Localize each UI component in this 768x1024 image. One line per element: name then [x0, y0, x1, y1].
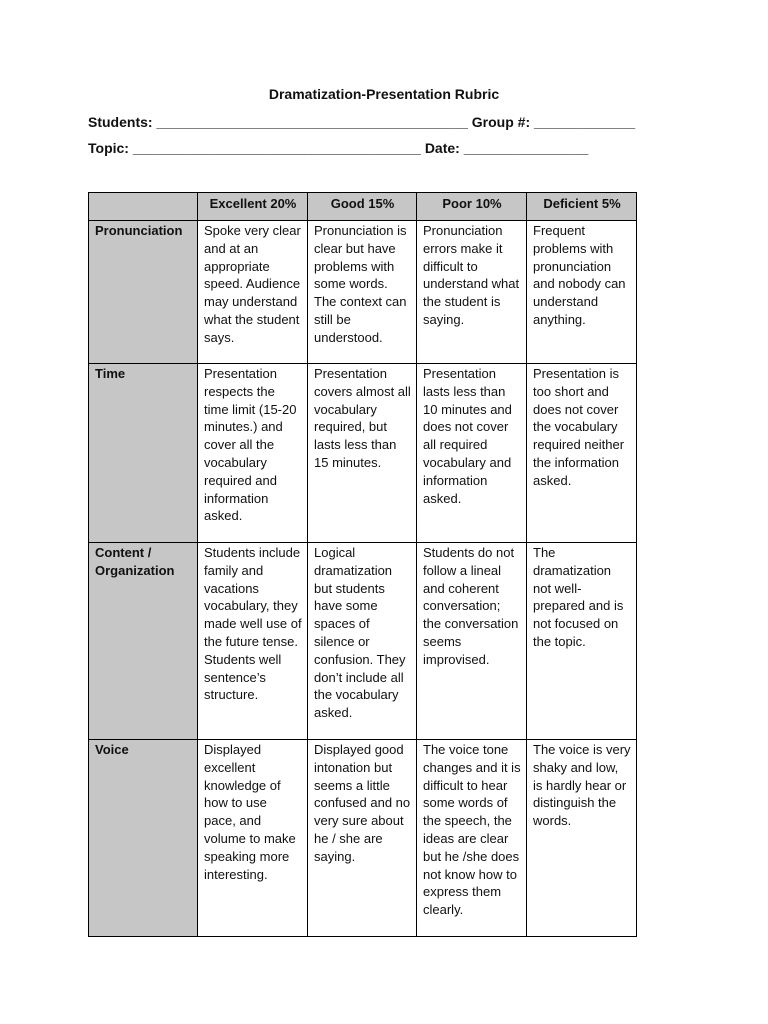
table-row: [89, 740, 637, 937]
table-cell: The voice tone changes and it is difficult to hear some words of the speech, the ideas are clear but he /she does not know how to express them clearly.: [417, 740, 527, 937]
table-row: [89, 221, 637, 364]
table-cell: Frequent problems with pronunciation and nobody can understand anything.: [527, 221, 637, 364]
rubric-table: [88, 192, 637, 937]
row-label-time: Time: [89, 364, 198, 543]
topic-date-line: Topic: _____________________________________ Date: ________________: [88, 140, 589, 156]
table-cell: The dramatization not well-prepared and is not focused on the topic.: [527, 543, 637, 740]
table-cell: Logical dramatization but students have some spaces of silence or confusion. They don’t include all the vocabulary asked.: [308, 543, 417, 740]
table-cell: Displayed good intonation but seems a little confused and no very sure about he / she are saying.: [308, 740, 417, 937]
table-cell: Presentation covers almost all vocabulary required, but lasts less than 15 minutes.: [308, 364, 417, 543]
students-group-line: Students: ________________________________________ Group #: _____________: [88, 114, 636, 130]
row-label-pronunciation: Pronunciation: [89, 221, 198, 364]
header-deficient: Deficient 5%: [527, 193, 637, 221]
header-corner: [89, 193, 198, 221]
table-cell: Students do not follow a lineal and coherent conversation; the conversation seems improvised.: [417, 543, 527, 740]
table-cell: Spoke very clear and at an appropriate speed. Audience may understand what the student says.: [198, 221, 308, 364]
table-row: [89, 364, 637, 543]
table-cell: Students include family and vacations vocabulary, they made well use of the future tense. Students well sentence’s structure.: [198, 543, 308, 740]
table-cell: Displayed excellent knowledge of how to use pace, and volume to make speaking more interesting.: [198, 740, 308, 937]
document-title: Dramatization-Presentation Rubric: [268, 86, 500, 102]
table-cell: Presentation lasts less than 10 minutes and does not cover all required vocabulary and information asked.: [417, 364, 527, 543]
table-cell: Presentation respects the time limit (15-20 minutes.) and cover all the vocabulary required and information asked.: [198, 364, 308, 543]
table-row: [89, 543, 637, 740]
header-poor: Poor 10%: [417, 193, 527, 221]
table-cell: Presentation is too short and does not cover the vocabulary required neither the information asked.: [527, 364, 637, 543]
header-row: [89, 193, 637, 221]
header-excellent: Excellent 20%: [198, 193, 308, 221]
table-cell: Pronunciation is clear but have problems with some words. The context can still be understood.: [308, 221, 417, 364]
table-cell: The voice is very shaky and low, is hardly hear or distinguish the words.: [527, 740, 637, 937]
row-label-content-organization: Content / Organization: [89, 543, 198, 740]
header-good: Good 15%: [308, 193, 417, 221]
row-label-voice: Voice: [89, 740, 198, 937]
table-cell: Pronunciation errors make it difficult to understand what the student is saying.: [417, 221, 527, 364]
